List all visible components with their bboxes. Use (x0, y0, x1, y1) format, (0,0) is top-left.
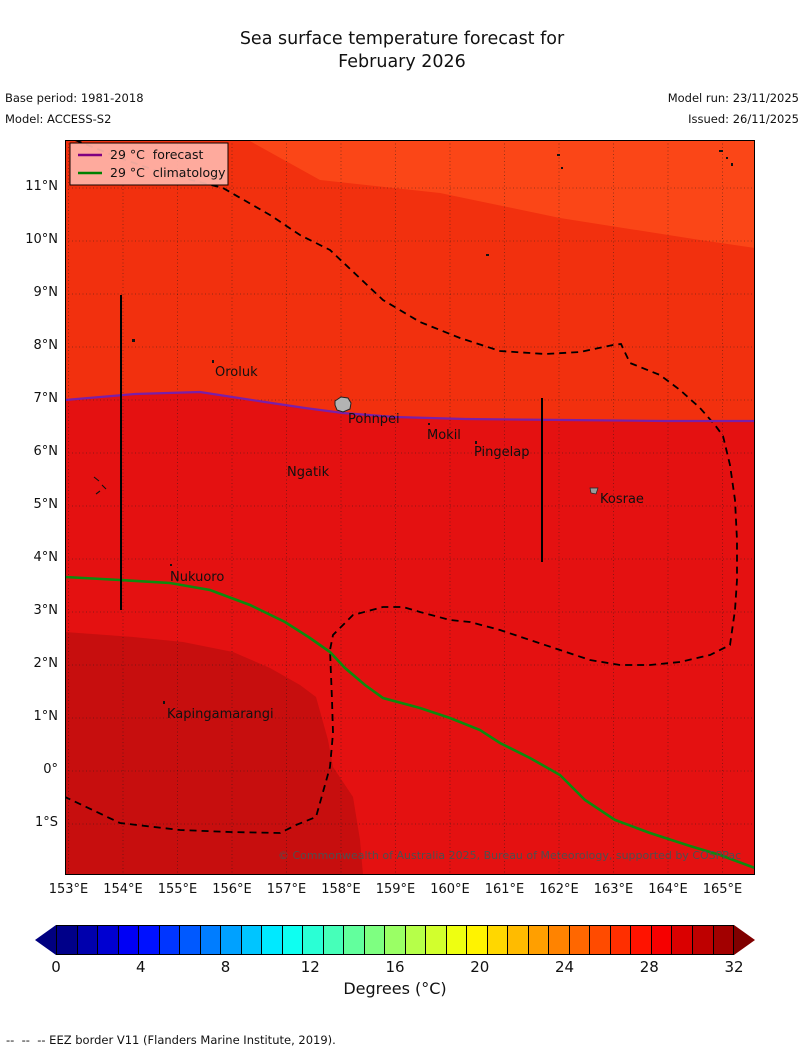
place-label-ngatik: Ngatik (287, 465, 330, 480)
colorbar-cell (343, 926, 364, 954)
colorbar-cell (630, 926, 651, 954)
contour-legend (70, 143, 228, 185)
colorbar-tick: 32 (724, 958, 744, 976)
colorbar-cell (220, 926, 241, 954)
place-label-pingelap: Pingelap (474, 445, 530, 460)
colorbar-tick: 24 (554, 958, 575, 976)
map-plot-area (65, 140, 755, 875)
base-period-text: Base period: 1981-2018 (5, 91, 144, 105)
colorbar-tick: 28 (639, 958, 659, 976)
lat-tick: 1°N (33, 709, 58, 724)
colorbar-cell (487, 926, 508, 954)
colorbar-over-arrow (734, 925, 755, 955)
colorbar-cell (425, 926, 446, 954)
colorbar-cell (77, 926, 98, 954)
place-label-kosrae: Kosrae (600, 492, 644, 507)
colorbar-cell (528, 926, 549, 954)
lat-tick: 4°N (33, 550, 58, 565)
colorbar-cell (179, 926, 200, 954)
colorbar-tick: 0 (51, 958, 61, 976)
colorbar-cell (548, 926, 569, 954)
lat-tick: 2°N (33, 656, 58, 671)
colorbar-cell (651, 926, 672, 954)
colorbar-cell (466, 926, 487, 954)
pohnpei-island-shape (335, 397, 351, 412)
title-line-1: Sea surface temperature forecast for (239, 29, 565, 49)
title-line-2: February 2026 (338, 52, 466, 72)
colorbar-label: Degrees (°C) (343, 979, 447, 998)
lat-tick: 1°S (34, 815, 58, 830)
model-run-text: Model run: 23/11/2025 (667, 91, 799, 105)
colorbar-cell (364, 926, 385, 954)
lon-tick: 160°E (430, 882, 470, 897)
colorbar-tick: 12 (300, 958, 320, 976)
colorbar-cell (57, 926, 77, 954)
colorbar-cell (159, 926, 180, 954)
place-label-nukuoro: Nukuoro (170, 570, 225, 585)
lat-tick: 5°N (33, 497, 58, 512)
copyright-text: © Commonwealth of Australia 2025, Bureau of Meteorology, supported by COSPPac (278, 849, 742, 862)
eez-footnote: -- -- -- EEZ border V11 (Flanders Marine Institute, 2019). (6, 1033, 336, 1047)
issued-text: Issued: 26/11/2025 (688, 112, 799, 126)
colorbar-cell (671, 926, 692, 954)
colorbar-cell (302, 926, 323, 954)
colorbar-under-arrow (35, 925, 56, 955)
colorbar-cell (200, 926, 221, 954)
colorbar-tick: 20 (470, 958, 490, 976)
lon-tick: 153°E (48, 882, 89, 897)
colorbar-cell (692, 926, 713, 954)
colorbar-tick: 16 (385, 958, 405, 976)
colorbar-cell (589, 926, 610, 954)
colorbar-cell (282, 926, 303, 954)
lat-tick: 11°N (25, 179, 58, 194)
legend-forecast-label: 29 °C forecast (110, 147, 204, 162)
lon-tick: 159°E (375, 882, 416, 897)
lat-tick: 10°N (25, 232, 58, 247)
colorbar-cell (446, 926, 467, 954)
colorbar-cell (118, 926, 139, 954)
lat-tick: 6°N (33, 444, 58, 459)
lat-tick: 7°N (33, 391, 58, 406)
lat-tick: 3°N (33, 603, 58, 618)
lon-tick: 161°E (484, 882, 525, 897)
colorbar-cell (384, 926, 405, 954)
place-label-pohnpei: Pohnpei (348, 412, 400, 427)
lat-tick: 0° (43, 762, 58, 777)
colorbar-tick: 8 (220, 958, 231, 976)
place-label-oroluk: Oroluk (215, 365, 258, 380)
lon-tick: 164°E (648, 882, 688, 897)
model-text: Model: ACCESS-S2 (5, 112, 112, 126)
lon-tick: 158°E (321, 882, 361, 897)
colorbar-cell (610, 926, 631, 954)
colorbar-cell (569, 926, 590, 954)
page-title (0, 28, 804, 74)
place-label-kapingamarangi: Kapingamarangi (167, 707, 274, 722)
colorbar-cell (261, 926, 282, 954)
colorbar-cell (507, 926, 528, 954)
lon-tick: 156°E (212, 882, 252, 897)
lon-tick: 163°E (593, 882, 634, 897)
lat-tick: 9°N (33, 285, 58, 300)
lon-tick: 165°E (702, 882, 743, 897)
lon-tick: 162°E (539, 882, 579, 897)
colorbar-cell (713, 926, 734, 954)
colorbar-cell (241, 926, 262, 954)
lon-tick: 155°E (157, 882, 198, 897)
lon-tick: 154°E (103, 882, 143, 897)
legend-climatology-label: 29 °C climatology (110, 165, 226, 180)
colorbar-cell (323, 926, 344, 954)
colorbar-cell (405, 926, 426, 954)
sst-map (65, 140, 755, 875)
place-label-mokil: Mokil (427, 428, 461, 443)
colorbar (56, 925, 734, 955)
lon-tick: 157°E (266, 882, 307, 897)
lat-tick: 8°N (33, 338, 58, 353)
colorbar-tick: 4 (135, 958, 146, 976)
colorbar-cell (97, 926, 118, 954)
colorbar-cell (138, 926, 159, 954)
